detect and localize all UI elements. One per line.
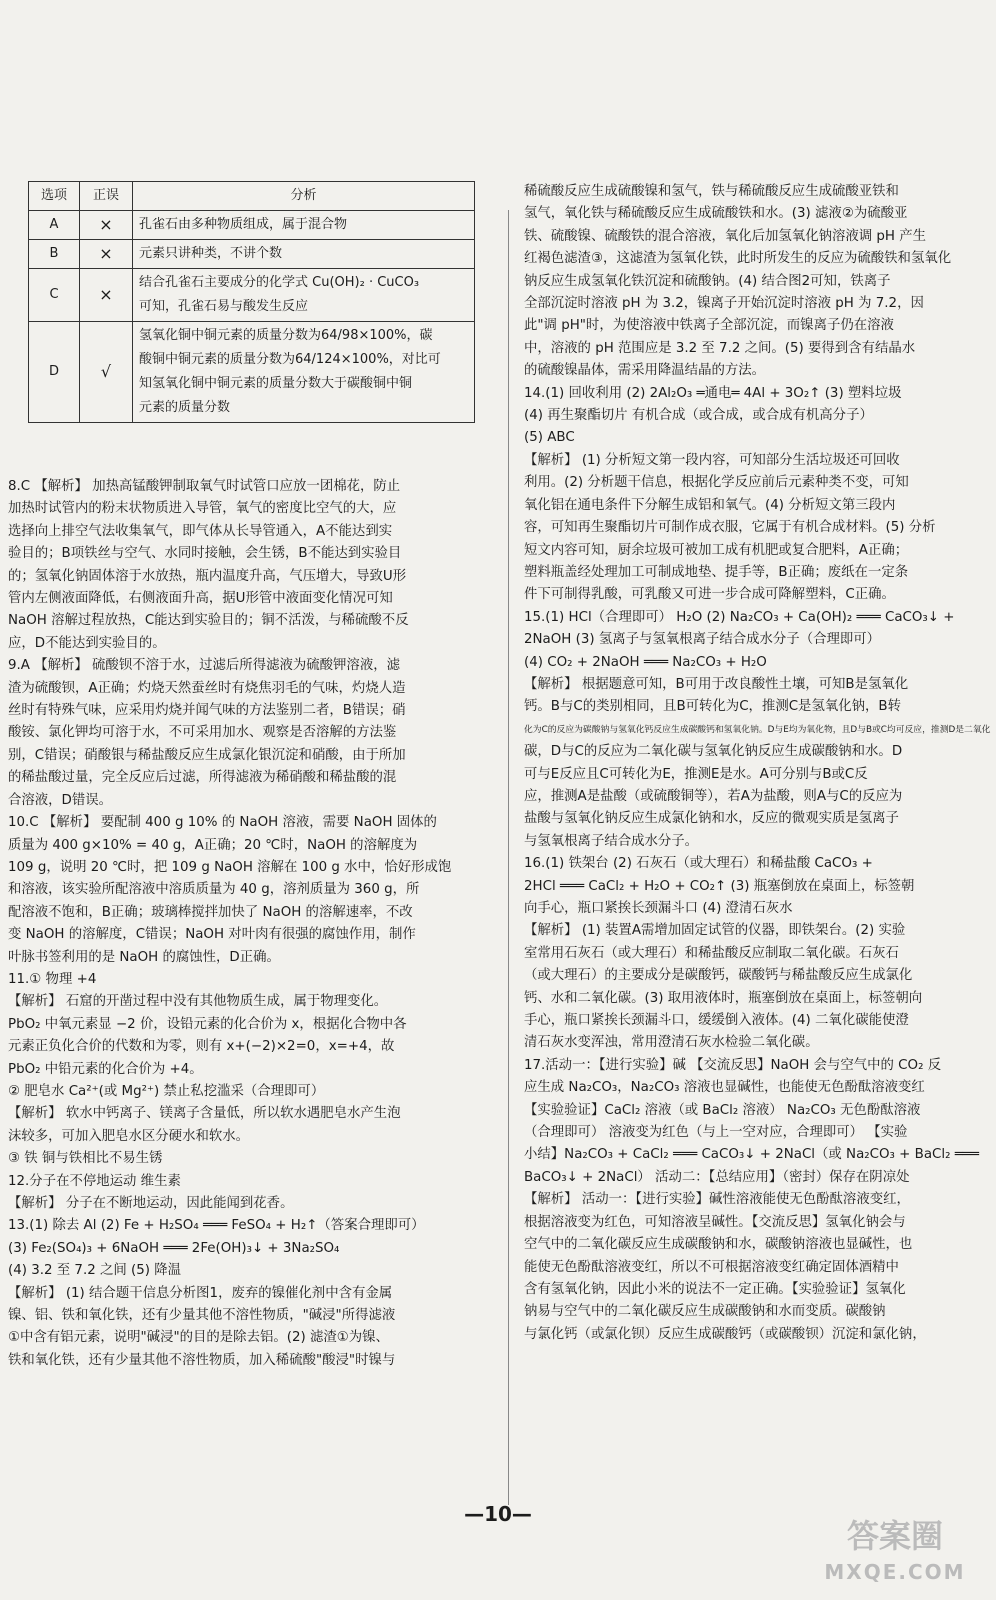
verdict-cell: × [80,269,133,322]
text-line: 容，可知再生聚酯切片可制作成衣服，它属于有机合成材料。(5) 分析 [524,520,936,536]
analysis-line: 知氢氧化铜中铜元素的质量分数大于碳酸铜中铜 [139,376,413,391]
table-row [29,211,475,240]
text-line: 应，推测A是盐酸（或硫酸铜等），若A为盐酸，则A与C的反应为 [524,788,903,804]
text-line: 12.分子在不停地运动 维生素 [8,1173,181,1189]
text-line: 8.C 【解析】 加热高锰酸钾制取氧气时试管口应放一团棉花，防止 [8,479,401,494]
analysis-cell [133,211,475,240]
text-line: 2NaOH (3) 氢离子与氢氧根离子结合成水分子（合理即可） [524,632,881,648]
text-line: 【解析】 软水中钙离子、镁离子含量低，所以软水遇肥皂水产生泡 [8,1106,401,1122]
text-line: 酸铵、氯化钾均可溶于水，不可采用加水、观察是否溶解的方法鉴 [8,725,397,741]
text-line: 与氢氧根离子结合成水分子。 [524,833,699,849]
text-line: 沫较多，可加入肥皂水区分硬水和软水。 [8,1128,250,1144]
text-line: 【解析】 活动一：【进行实验】碱性溶液能使无色酚酞溶液变红， [524,1192,910,1208]
verdict-cell: √ [80,322,133,423]
text-line: 【解析】 (1) 分析短文第一段内容，可知部分生活垃圾还可回收 [524,452,900,468]
watermark-logo [810,1518,980,1592]
text-line: 铁和氧化铁，还有少量其他不溶性物质，加入稀硫酸"酸浸"时镍与 [8,1352,396,1368]
watermark-text: 答案圈 [846,1517,943,1555]
text-line: 变 NaOH 的溶解度，C错误；NaOH 对叶肉有很强的腐蚀作用，制作 [8,927,416,943]
text-line: 室常用石灰石（或大理石）和稀盐酸反应制取二氧化碳。石灰石 [524,945,899,961]
text-line: 的硫酸镍晶体，需采用降温结晶的方法。 [524,363,766,379]
text-line: 10.C 【解析】 要配制 400 g 10% 的 NaOH 溶液，需要 NaOH 固体的 [8,815,437,831]
text-line: 钙、水和二氧化碳。(3) 取用液体时，瓶塞倒放在桌面上，标签朝向 [524,990,923,1006]
text-line: NaOH 溶解过程放热，C能达到实验目的；铜不活泼，与稀硫酸不反 [8,613,409,629]
text-line: 清石灰水变浑浊，常用澄清石灰水检验二氧化碳。 [524,1035,819,1051]
text-line: (5) ABC [524,430,575,446]
text-line: 化为C的反应为碳酸钠与氢氧化钙反应生成碳酸钙和氢氧化钠。D与E均为氧化物，且D与B或C均可反应，推测D是二氧化 [524,724,991,735]
watermark-url: MXQE.COM [824,1560,966,1584]
text-line: 【解析】 石窟的开凿过程中没有其他物质生成，属于物理变化。 [8,994,388,1010]
analysis-line: 结合孔雀石主要成分的化学式 Cu(OH)₂ · CuCO₃ [139,275,420,290]
column-divider [508,210,509,1505]
analysis-line: 可知，孔雀石易与酸发生反应 [139,299,309,314]
text-line: 17.活动一：【进行实验】碱 【交流反思】NaOH 会与空气中的 CO₂ 反 [524,1057,942,1073]
text-line: 根据溶液变为红色，可知溶液呈碱性。【交流反思】氢氧化钠会与 [524,1214,906,1230]
text-line: 质量为 400 g×10% = 40 g，A正确；20 ℃时，NaOH 的溶解度为 [8,837,418,853]
text-line: 可与E反应且C可转化为E，推测E是水。A可分别与B或C反 [524,766,868,782]
text-line: 全部沉淀时溶液 pH 为 3.2，镍离子开始沉淀时溶液 pH 为 7.2，因 [524,296,924,312]
text-line: 109 g，说明 20 ℃时，把 109 g NaOH 溶解在 100 g 水中，恰好形成饱 [8,859,452,875]
text-line: 中，溶液的 pH 范围应是 3.2 至 7.2 之间。(5) 要得到含有结晶水 [524,340,916,356]
text-line: PbO₂ 中氧元素显 −2 价，设铅元素的化合价为 x，根据化合物中各 [8,1016,407,1032]
text-line: 红褐色滤渣③，这滤渣为氢氧化铁，此时所发生的反应为硫酸铁和氢氧化 [524,251,952,267]
text-line: 13.(1) 除去 Al (2) Fe + H₂SO₄ ═══ FeSO₄ + H₂↑（答案合理即可） [8,1218,425,1234]
text-line: 叶脉书签利用的是 NaOH 的腐蚀性，D正确。 [8,949,280,965]
text-line: 塑料瓶盖经处理加工可制成地垫、提手等，B正确；废纸在一定条 [524,564,909,580]
text-line: 含有氢氧化钠，因此小米的说法不一定正确。【实验验证】氢氧化 [524,1281,906,1297]
text-line: (4) 再生聚酯切片 有机合成（或合成，或合成有机高分子） [524,408,873,424]
page-number: —10— [464,1502,532,1526]
text-line: ③ 铁 铜与铁相比不易生锈 [8,1151,163,1167]
table-row [29,322,475,423]
analysis-cell [133,240,475,269]
header-verdict: 正误 [80,182,133,211]
text-line: 与氯化钙（或氯化钡）反应生成碳酸钙（或碳酸钡）沉淀和氯化钠， [524,1326,926,1342]
text-line: 短文内容可知，厨余垃圾可被加工成有机肥或复合肥料，A正确； [524,542,909,558]
text-line: 利用。(2) 分析题干信息，根据化学反应前后元素种类不变，可知 [524,475,909,491]
text-line: 此"调 pH"时，为使溶液中铁离子全部沉淀，而镍离子仍在溶液 [524,318,894,334]
text-line: 9.A 【解析】 硫酸钡不溶于水，过滤后所得滤液为硫酸钾溶液，滤 [8,658,400,674]
text-line: 【解析】 分子在不断地运动，因此能闻到花香。 [8,1196,294,1211]
text-line: 盐酸与氢氧化钠反应生成氯化钠和水，反应的微观实质是氢离子 [524,811,899,827]
text-line: 选择向上排空气法收集氧气，即气体从长导管通入，A不能达到实 [8,523,393,539]
text-line: 的；氢氧化钠固体溶于水放热，瓶内温度升高，气压增大，导致U形 [8,568,407,584]
text-line: (4) 3.2 至 7.2 之间 (5) 降温 [8,1263,182,1279]
text-line: 和溶液，该实验所配溶液中溶质质量为 40 g，溶剂质量为 360 g，所 [8,882,420,898]
text-line: 16.(1) 铁架台 (2) 石灰石（或大理石）和稀盐酸 CaCO₃ + [524,856,873,872]
option-cell: C [29,269,80,322]
text-line: 空气中的二氧化碳反应生成碳酸钠和水，碳酸钠溶液也显碱性，也 [524,1237,913,1253]
table-row [29,240,475,269]
text-line: 【解析】 (1) 结合题干信息分析图1，废弃的镍催化剂中含有金属 [8,1285,393,1301]
analysis-cell [133,322,475,423]
analysis-line: 孔雀石由多种物质组成，属于混合物 [139,217,348,232]
text-line: 14.(1) 回收利用 (2) 2Al₂O₃ ═通电═ 4Al + 3O₂↑ (3) 塑料垃圾 [524,385,902,401]
analysis-line: 酸铜中铜元素的质量分数为64/124×100%，对比可 [139,352,441,367]
text-line: 丝时有特殊气味，应采用灼烧并闻气味的方法鉴别二者，B错误；硝 [8,703,406,719]
right-answer-column [524,181,991,1346]
text-line: 小结】Na₂CO₃ + CaCl₂ ═══ CaCO₃↓ + 2NaCl（或 Na₂CO₃ + BaCl₂ ═══ [524,1147,979,1163]
text-line: 别，C错误；硝酸银与稀盐酸反应生成氯化银沉淀和硝酸，由于所加 [8,747,406,763]
text-line: 管内左侧液面降低，右侧液面升高，据U形管中液面变化情况可知 [8,591,393,607]
text-line: 向手心，瓶口紧挨长颈漏斗口 (4) 澄清石灰水 [524,901,793,916]
option-cell: A [29,211,80,240]
text-line: (3) Fe₂(SO₄)₃ + 6NaOH ═══ 2Fe(OH)₃↓ + 3Na₂SO₄ [8,1240,340,1256]
text-line: 应生成 Na₂CO₃，Na₂CO₃ 溶液也显碱性，也能使无色酚酞溶液变红 [524,1080,925,1096]
text-line: 氢气，氧化铁与稀硫酸反应生成硫酸铁和水。(3) 滤液②为硫酸亚 [524,206,908,222]
text-line: 镍、铝、铁和氧化铁，还有少量其他不溶性物质，"碱浸"所得滤液 [8,1308,396,1324]
text-line: 应，D不能达到实验目的。 [8,635,166,651]
option-cell: D [29,322,80,423]
text-line: 钙。B与C的类别相同，且B可转化为C，推测C是氢氧化钠，B转 [524,699,901,715]
text-line: PbO₂ 中铅元素的化合价为 +4。 [8,1061,203,1077]
text-line: 【解析】 根据题意可知，B可用于改良酸性土壤，可知B是氢氧化 [524,676,909,692]
text-line: （合理即可） 溶液变为红色（与上一空对应，合理即可） 【实验 [524,1125,908,1141]
text-line: 稀硫酸反应生成硫酸镍和氢气，铁与稀硫酸反应生成硫酸亚铁和 [524,184,899,199]
text-line: ② 肥皂水 Ca²⁺(或 Mg²⁺) 禁止私挖滥采（合理即可） [8,1083,325,1099]
left-answer-column [8,476,500,1372]
table-header-row [29,182,475,211]
text-line: BaCO₃↓ + 2NaCl） 活动二：【总结应用】（密封）保存在阴凉处 [524,1169,910,1185]
text-line: 钠反应生成氢氧化铁沉淀和硫酸钠。(4) 结合图2可知，铁离子 [524,273,891,289]
text-line: 合溶液，D错误。 [8,792,113,808]
text-line: 11.① 物理 +4 [8,971,97,987]
text-line: （或大理石）的主要成分是碳酸钙，碳酸钙与稀盐酸反应生成氯化 [524,968,913,984]
option-cell: B [29,240,80,269]
text-line: ①中含有铝元素，说明"碱浸"的目的是除去铝。(2) 滤渣①为镍、 [8,1330,389,1346]
analysis-line: 元素的质量分数 [139,400,231,415]
text-line: 15.(1) HCl（合理即可） H₂O (2) Na₂CO₃ + Ca(OH)₂ ═══ CaCO₃↓ + [524,609,955,625]
analysis-cell [133,269,475,322]
text-line: 能使无色酚酞溶液变红，所以不可根据溶液变红确定固体酒精中 [524,1259,899,1275]
text-line: 的稀盐酸过量，完全反应后过滤，所得滤液为稀硝酸和稀盐酸的混 [8,770,397,786]
verdict-cell: × [80,240,133,269]
header-analysis: 分析 [133,182,475,211]
text-line: 渣为硫酸钡，A正确；灼烧天然蚕丝时有烧焦羽毛的气味，灼烧人造 [8,680,406,696]
text-line: 【实验验证】CaCl₂ 溶液（或 BaCl₂ 溶液） Na₂CO₃ 无色酚酞溶液 [524,1102,921,1118]
text-line: 铁、硫酸镍、硫酸铁的混合溶液，氧化后加氢氧化钠溶液调 pH 产生 [524,228,927,244]
text-line: 件下可制得乳酸，可乳酸又可进一步合成可降解塑料，C正确。 [524,587,895,603]
analysis-line: 氢氧化铜中铜元素的质量分数为64/98×100%，碳 [139,328,433,343]
text-line: 验目的；B项铁丝与空气、水同时接触，会生锈，B不能达到实验目 [8,546,402,562]
text-line: 钠易与空气中的二氧化碳反应生成碳酸钠和水而变质。碳酸钠 [524,1304,886,1320]
analysis-table [28,181,475,423]
analysis-line: 元素只讲种类，不讲个数 [139,246,283,261]
text-line: 碳，D与C的反应为二氧化碳与氢氧化钠反应生成碳酸钠和水。D [524,744,903,760]
text-line: 配溶液不饱和，B正确；玻璃棒搅拌加快了 NaOH 的溶解速率，不改 [8,904,413,920]
text-line: 元素正负化合价的代数和为零，则有 x+(−2)×2=0，x=+4，故 [8,1039,395,1055]
header-option: 选项 [29,182,80,211]
text-line: 【解析】 (1) 装置A需增加固定试管的仪器，即铁架台。(2) 实验 [524,923,906,939]
table-row [29,269,475,322]
text-line: 2HCl ═══ CaCl₂ + H₂O + CO₂↑ (3) 瓶塞倒放在桌面上，标签朝 [524,878,915,894]
text-line: 加热时试管内的粉末状物质进入导管，氧气的密度比空气的大，应 [8,501,397,517]
text-line: 手心，瓶口紧挨长颈漏斗口，缓缓倒入液体。(4) 二氧化碳能使澄 [524,1013,909,1029]
text-line: 氧化铝在通电条件下分解生成铝和氧气。(4) 分析短文第三段内 [524,497,896,513]
text-line: (4) CO₂ + 2NaOH ═══ Na₂CO₃ + H₂O [524,654,767,670]
verdict-cell: × [80,211,133,240]
